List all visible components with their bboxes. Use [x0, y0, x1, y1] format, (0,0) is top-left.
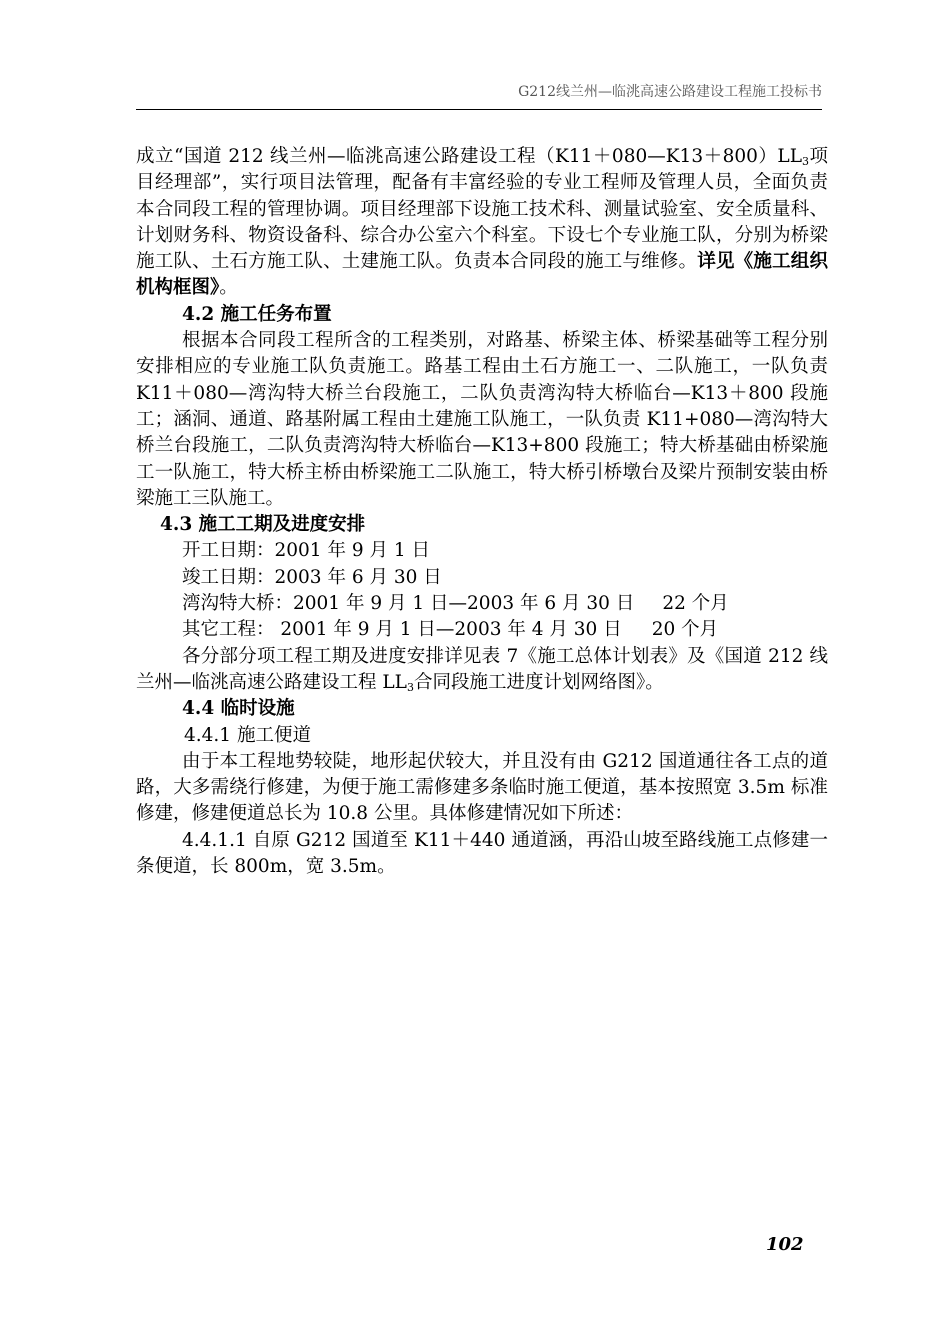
text-run: 各分部分项工程工期及进度安排详见表 7《施工总体计划表》及《国道 212 线兰州—临洮高速公路建设工程 LL — [136, 645, 828, 693]
schedule-other — [136, 617, 828, 643]
schedule-start-date: 开工日期：2001 年 9 月 1 日 — [182, 540, 431, 562]
paragraph-task-assignment: 根据本合同段工程所含的工程类别，对路基、桥梁主体、桥梁基础等工程分别安排相应的专业施工队负责施工。路基工程由土石方施工一、二队施工，一队负责 K11＋080—湾沟特大桥兰台段施工，二队负责湾沟特大桥临台—K13＋800 段施工；涵洞、通道、路基附属工程由土建施工队施工，一队负责 K11+080—湾沟特大桥兰台段施工，二队负责湾沟特大桥临台—K13+800 段施工；特大桥基础由桥梁施工一队施工，特大桥主桥由桥梁施工二队施工，特大桥引桥墩台及梁片预制安装由桥梁施工三队施工。 — [136, 330, 828, 509]
section-heading-4-3: 4.3 施工工期及进度安排 — [160, 514, 366, 536]
schedule-end-date: 竣工日期：2003 年 6 月 30 日 — [182, 566, 442, 588]
text-run: 成立“国道 212 线兰州—临洮高速公路建设工程（K11＋080—K13＋800）LL — [136, 146, 802, 167]
section-heading-4-4: 4.4 临时设施 — [182, 698, 295, 720]
schedule-bridge — [136, 591, 828, 617]
schedule-other-duration: 20 个月 — [651, 619, 719, 641]
document-body — [136, 144, 828, 880]
header-rule — [136, 109, 822, 110]
schedule-bridge-period: 湾沟特大桥：2001 年 9 月 1 日—2003 年 6 月 30 日 — [182, 593, 635, 615]
schedule-bridge-duration: 22 个月 — [662, 593, 729, 615]
paragraph-project-department — [136, 144, 828, 302]
schedule-other-period: 其它工程： 2001 年 9 月 1 日—2003 年 4 月 30 日 — [182, 619, 622, 641]
text-run: 合同段施工进度计划网络图》。 — [413, 671, 664, 693]
paragraph-access-roads: 由于本工程地势较陡，地形起伏较大，并且没有由 G212 国道通往各工点的道路，大多需绕行修建，为便于施工需修建多条临时施工便道，基本按照宽 3.5m 标准修建，修建便道总长为 10.8 公里。具体修建情况如下所述： — [136, 750, 828, 825]
subsection-heading-4-4-1: 4.4.1 施工便道 — [184, 724, 311, 746]
subscript: 3 — [801, 155, 809, 168]
subscript: 3 — [406, 680, 414, 694]
paragraph-4-4-1-1: 4.4.1.1 自原 G212 国道至 K11＋440 通道涵，再沿山坡至路线施工点修建一条便道，长 800m，宽 3.5m。 — [136, 829, 828, 878]
text-run: 项目经理部”，实行项目法管理，配备有丰富经验的专业工程师及管理人员，全面负责本合同段工程的管理协调。项目经理部下设施工技术科、测量试验室、安全质量科、计划财务科、物资设备科、综合办公室六个科室。下设七个专业施工队，分别为桥梁施工队、土石方施工队、土建施工队。负责本合同段的施工与维修。 — [136, 146, 828, 273]
text-run: 。 — [219, 277, 238, 299]
running-header: G212线兰州—临洮高速公路建设工程施工投标书 — [518, 84, 822, 100]
bold-reference: 详见《施工组织机构框图》 — [136, 251, 828, 299]
page-number: 102 — [766, 1234, 804, 1255]
section-heading-4-2: 4.2 施工任务布置 — [182, 303, 332, 325]
paragraph-schedule-reference — [136, 644, 828, 697]
